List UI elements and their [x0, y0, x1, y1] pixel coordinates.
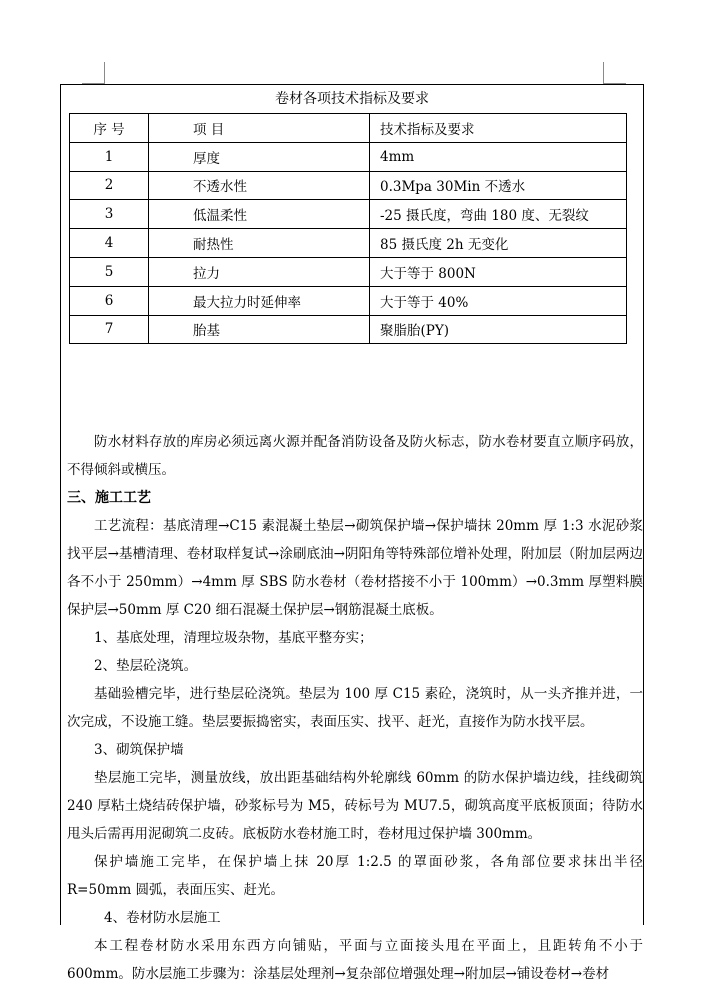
row-no: 5 — [70, 257, 149, 286]
process-paragraph: 工艺流程：基底清理→C15 素混凝土垫层→砌筑保护墙→保护墙抹 20mm 厚 1:3 水泥砂浆找平层→基槽清理、卷材取样复试→涂刷底油→阴阳角等特殊部位增补处理，附加层（附加层两边各不小于 250mm）→4mm 厚 SBS 防水卷材（卷材搭接不小于 100mm）→0.3mm 厚塑料膜保护层→50mm 厚 C20 细石混凝土保护层→钢筋混凝土底板。 — [67, 518, 643, 618]
row-no: 2 — [70, 171, 149, 200]
table-row — [70, 286, 627, 315]
crop-mark-left-vertical — [104, 62, 105, 84]
row-no: 7 — [70, 315, 149, 344]
row-requirement: 0.3Mpa 30Min 不透水 — [370, 171, 627, 200]
table-row — [70, 257, 627, 286]
document-body — [67, 428, 643, 988]
step-3-heading: 3、砌筑保护墙 — [94, 742, 184, 758]
header-no: 序 号 — [70, 114, 149, 143]
crop-mark-right-vertical — [603, 62, 604, 84]
step-2-paragraph: 基础验槽完毕，进行垫层砼浇筑。垫层为 100 厚 C15 素砼，浇筑时，从一头齐推并进，一次完成，不设施工缝。垫层要振捣密实，表面压实、找平、赶光，直接作为防水找平层。 — [67, 686, 643, 730]
step-3-paragraph: 垫层施工完毕，测量放线，放出距基础结构外轮廓线 60mm 的防水保护墙边线，挂线砌筑 240 厚粘土烧结砖保护墙，砂浆标号为 M5，砖标号为 MU7.5，砌筑高度平底板顶面；待防水甩头后需再用泥砌筑二皮砖。底板防水卷材施工时，卷材甩过保护墙 300mm。 — [67, 770, 643, 842]
section-heading: 三、施工工艺 — [67, 490, 151, 506]
row-no: 3 — [70, 200, 149, 229]
table-title: 卷材各项技术指标及要求 — [275, 91, 429, 107]
table-row — [70, 315, 627, 344]
row-item: 胎基 — [149, 315, 370, 344]
step-1-heading: 1、基底处理，清理垃圾杂物，基底平整夯实； — [94, 630, 373, 646]
table-row — [70, 200, 627, 229]
row-item: 最大拉力时延伸率 — [149, 286, 370, 315]
row-requirement: 大于等于 40% — [370, 286, 627, 315]
step-2-heading: 2、垫层砼浇筑。 — [94, 658, 198, 674]
document-frame — [60, 84, 644, 982]
row-item: 拉力 — [149, 257, 370, 286]
row-item: 不透水性 — [149, 171, 370, 200]
table-row — [70, 171, 627, 200]
row-requirement: 聚脂胎(PY) — [370, 315, 627, 344]
row-no: 4 — [70, 229, 149, 258]
header-item: 项 目 — [149, 114, 370, 143]
header-requirement: 技术指标及要求 — [370, 114, 627, 143]
table-row — [70, 142, 627, 171]
row-no: 1 — [70, 142, 149, 171]
table-header-row — [70, 114, 627, 143]
spec-table — [69, 113, 627, 344]
row-requirement: 85 摄氏度 2h 无变化 — [370, 229, 627, 258]
row-item: 厚度 — [149, 142, 370, 171]
step-3-paragraph-2: 保护墙施工完毕，在保护墙上抹 20厚 1:2.5 的罩面砂浆，各角部位要求抹出半径 R=50mm 圆弧，表面压实、赶光。 — [67, 854, 643, 898]
storage-paragraph: 防水材料存放的库房必须远离火源并配备消防设备及防火标志，防水卷材要直立顺序码放，不得倾斜或横压。 — [67, 434, 643, 478]
table-row — [70, 229, 627, 258]
row-item: 低温柔性 — [149, 200, 370, 229]
step-4-paragraph: 本工程卷材防水采用东西方向铺贴，平面与立面接头甩在平面上，且距转角不小于600mm。防水层施工步骤为：涂基层处理剂→复杂部位增强处理→附加层→铺设卷材→卷材 — [67, 938, 643, 982]
step-4-heading: 4、卷材防水层施工 — [104, 910, 221, 926]
row-no: 6 — [70, 286, 149, 315]
row-item: 耐热性 — [149, 229, 370, 258]
row-requirement: -25 摄氏度，弯曲 180 度、无裂纹 — [370, 200, 627, 229]
row-requirement: 4mm — [370, 142, 627, 171]
row-requirement: 大于等于 800N — [370, 257, 627, 286]
